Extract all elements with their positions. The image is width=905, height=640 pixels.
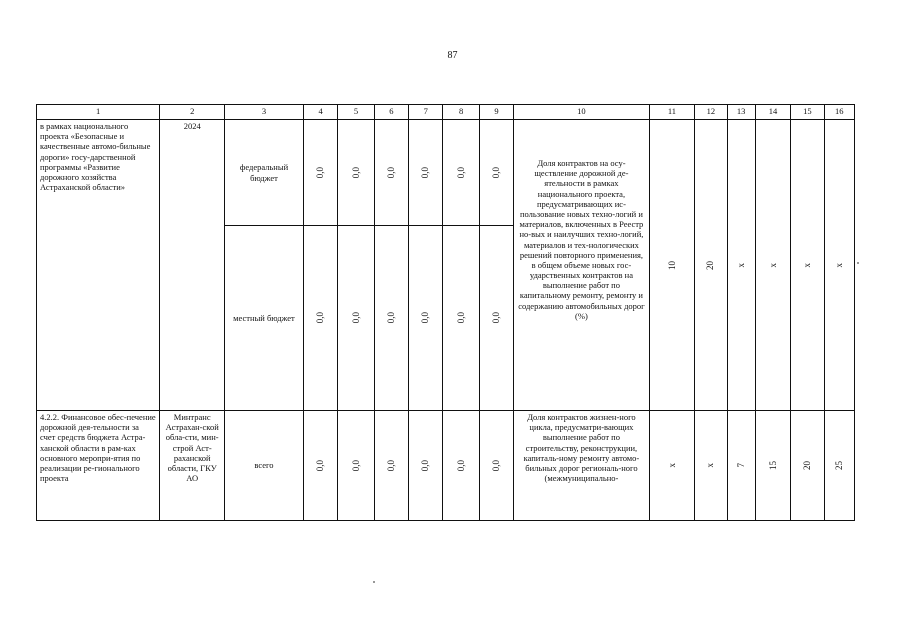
header-cell: 6: [374, 105, 408, 120]
header-cell: 13: [727, 105, 755, 120]
target-value: x: [705, 463, 716, 468]
scan-speck: [857, 262, 859, 264]
header-cell: 9: [479, 105, 513, 120]
table-row: [37, 411, 855, 521]
value-cell: 0,0: [315, 166, 326, 179]
budget-table: [36, 104, 855, 521]
target-value: 25: [833, 461, 844, 470]
scan-speck: [373, 581, 375, 583]
responsible-executors: Минтранс Астрахан-ской обла-сти, мин-строй Аст-раханской области, ГКУ АО: [160, 411, 225, 521]
value-cell: 0,0: [455, 312, 466, 324]
header-cell: 7: [409, 105, 443, 120]
funding-source: местный бюджет: [225, 226, 304, 411]
table-row: [37, 120, 855, 226]
value-cell: 0,0: [491, 166, 502, 179]
value-cell: 0,0: [455, 459, 466, 472]
value-cell: 0,0: [420, 459, 431, 472]
value-cell: 0,0: [350, 166, 361, 179]
value-cell: 0,0: [420, 166, 431, 179]
value-cell: 0,0: [350, 312, 361, 324]
value-cell: 0,0: [315, 459, 326, 472]
header-cell: 10: [514, 105, 649, 120]
header-cell: 5: [338, 105, 374, 120]
header-cell: 11: [649, 105, 695, 120]
target-value: x: [735, 262, 746, 268]
value-cell: 0,0: [385, 312, 396, 324]
page-number: 87: [447, 50, 458, 61]
header-cell: 1: [37, 105, 160, 120]
header-cell: 14: [755, 105, 790, 120]
target-value: x: [666, 463, 677, 468]
value-cell: 0,0: [491, 312, 502, 324]
header-cell: 16: [824, 105, 854, 120]
header-cell: 15: [791, 105, 824, 120]
target-value: 10: [666, 260, 677, 270]
value-cell: 0,0: [491, 459, 502, 472]
value-cell: 0,0: [455, 166, 466, 179]
target-value: 7: [735, 463, 746, 468]
target-value: 15: [767, 461, 778, 470]
value-cell: 0,0: [350, 459, 361, 472]
header-cell: 4: [303, 105, 337, 120]
indicator-description: Доля контрактов на осу-ществление дорожной де-ятельности в рамках национального проекта, предусматривающих ис-пользование новых техно-логий и материалов, включенных в Реестр но-вых и наилучших техно-логий, материалов и тех-нологических решений повторного применения, в общем объеме новых гос-ударственных контрактов на выполнение работ по капитальному ремонту, ремонту и содержанию автомобильных дорог (%): [514, 120, 649, 411]
funding-source: всего: [225, 411, 304, 521]
header-cell: 8: [443, 105, 479, 120]
header-row: [37, 105, 855, 120]
funding-source: федеральный бюджет: [225, 120, 304, 226]
measure-description: 4.2.2. Финансовое обес-печение дорожной дея-тельности за счет средств бюджета Астра-ханской области в рам-ках основного меропри-ятия по реализации ре-гионального проекта: [37, 411, 160, 521]
target-value: x: [833, 262, 844, 268]
value-cell: 0,0: [420, 312, 431, 324]
target-value: 20: [705, 260, 716, 270]
target-value: x: [767, 262, 778, 268]
target-value: 20: [801, 461, 812, 470]
header-cell: 12: [695, 105, 727, 120]
header-cell: 2: [160, 105, 225, 120]
year-cell: 2024: [160, 120, 225, 411]
value-cell: 0,0: [315, 312, 326, 324]
header-cell: 3: [225, 105, 304, 120]
value-cell: 0,0: [385, 166, 396, 179]
target-value: x: [801, 262, 812, 268]
indicator-description: Доля контрактов жизнен-ного цикла, предусматри-вающих выполнение работ по строительству, реконструкции, капиталь-ному ремонту автомо-бильных дорог региональ-ного (межмуниципально-: [514, 411, 649, 521]
value-cell: 0,0: [385, 459, 396, 472]
measure-description: в рамках национального проекта «Безопасные и качественные автомо-бильные дороги» госу-дарственной программы «Развитие дорожного хозяйства Астраханской области»: [37, 120, 160, 411]
